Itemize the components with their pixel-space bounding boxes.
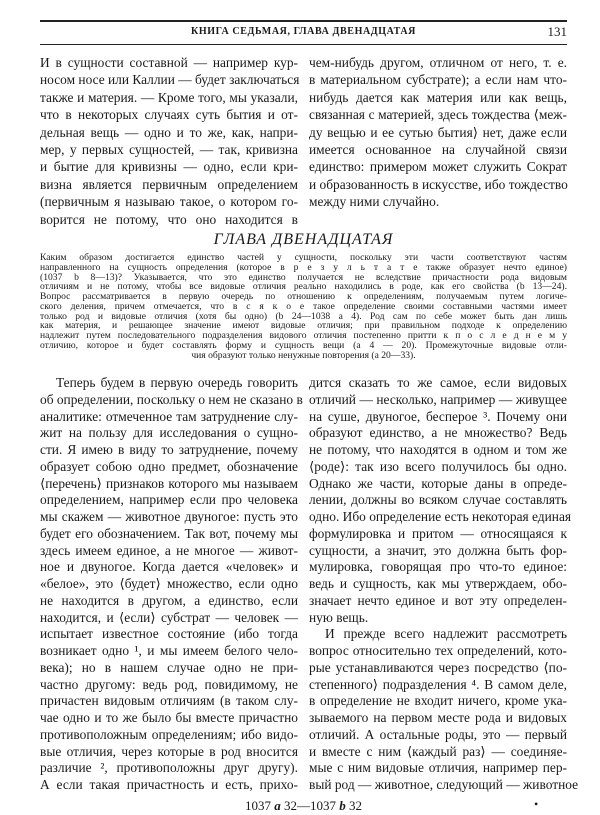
text-line: ворится не потому, что оно находится в	[40, 211, 298, 227]
text-line: и вместе с ним ⟨каждый раз⟩ — соединяе-	[309, 743, 567, 759]
text-line: Однако же части, которые даны в опреде-	[309, 475, 567, 491]
text-line: дельная вещь — одно и то же, как, напри-	[40, 124, 298, 140]
text-line: вопрос относительно тех определений, кото-	[309, 643, 567, 658]
text-line: находится, и ⟨если⟩ субстрат — человек —	[40, 609, 298, 625]
ref-end-letter: b	[339, 798, 346, 813]
text-line: ведь и сущность, как мы утверждаем, обо-	[309, 576, 567, 591]
text-line: только род и видовые отличия (хотя бы одно) (b 24—1038 a 4). Род сам по себе может быть дан лишь	[40, 310, 567, 322]
text-line: также и материя. — Кроме того, мы указали,	[40, 89, 298, 105]
text-line: И в сущности составной — например кур-	[40, 55, 298, 70]
text-line: отличию, которое и будет составлять форму и сущность вещи (a 4 — 20). Промежуточные видовые отли-	[40, 339, 567, 351]
text-line: образуют единство, а не множество? Ведь	[309, 425, 567, 441]
running-title: КНИГА СЕДЬМАЯ, ГЛАВА ДВЕНАДЦАТАЯ	[191, 26, 416, 37]
text-line: отличий — несколько, например — живущее	[309, 391, 567, 407]
ref-start-num: 1037	[245, 798, 271, 813]
text-line: Теперь будем в первую очередь говорить	[56, 375, 298, 390]
ref-end-num: 32	[349, 798, 362, 813]
chapter-title: ГЛАВА ДВЕНАДЦАТАЯ	[213, 231, 394, 248]
text-line: частно другому: ведь род, повидимому, не	[40, 676, 298, 692]
text-line: зываемого на первом месте рода и видовых	[309, 710, 567, 725]
text-line: чае одно и то же было бы вместе причастно	[40, 710, 298, 725]
text-line: и бытие для кривизны — одно, если кри-	[40, 159, 298, 175]
text-line: (1037 b 8—13)? Указывается, что это единство получается не вследствие причастности рода видовым	[40, 271, 567, 283]
page-number: 131	[547, 24, 567, 39]
text-line: испытает известное состояние (ибо тогда	[40, 626, 298, 642]
text-line: об определении, поскольку о нем не сказано в	[40, 391, 303, 407]
text-line: противоположным определениям; ибо видо-	[40, 726, 298, 742]
text-line: направленного на сущность определения (которое в р е з у л ь т а т е также образует нечто единое)	[40, 261, 567, 273]
text-line: будет его обозначением. Так вот, почему мы	[40, 525, 298, 541]
text-line: отличиям и не потому, чтобы все видовые отличия реально находились в роде, как его свойства (b 13—24).	[40, 281, 567, 293]
text-line: чем-нибудь другом, отличном от него, т. е.	[309, 55, 567, 70]
text-line: чия образуют только ненужные повторения (a 20—33).	[191, 349, 416, 361]
text-line: возникает одно ¹, и мы имеем белого чело-	[40, 643, 298, 658]
top-right-column	[309, 54, 567, 211]
text-line: визна является первичным определением	[40, 176, 298, 192]
top-left-column	[40, 54, 298, 228]
text-line: Каким образом достигается единство частей у сущности, поскольку эти части соответствуют частям	[40, 252, 567, 263]
text-line: причастен видовым отличиям (в таком слу-	[40, 693, 298, 709]
text-line: мер, у первых сущностей, — так, кривизна	[40, 141, 298, 157]
text-line: ⟨перечень⟩ признаков которого мы называем	[40, 475, 298, 491]
text-line: образует собою одно предмет, обозначение	[40, 458, 298, 474]
text-line: на суше, двуногое, бесперое ³. Почему они	[309, 408, 567, 424]
text-line: ду вещью и ее сутью бытия⟩ нет, даже если	[309, 124, 567, 140]
text-line: между ними случайно.	[309, 194, 440, 210]
text-line: и образованность в искусстве, ибо тождество	[309, 176, 568, 192]
text-line: мые с ним видовые отличия, например пер-	[309, 760, 567, 776]
text-line: лении, должны во всяком случае составлять	[309, 492, 567, 508]
text-line: носом носе или Каллии — будет заключаться	[40, 72, 300, 88]
text-line: отличий. А остальные роды, это — первый	[309, 726, 567, 742]
text-line: не находится в другом, а единство, если	[40, 592, 298, 608]
text-line: степенного⟩ подразделения ⁴. В самом деле,	[309, 676, 567, 692]
main-right-column	[309, 375, 579, 794]
text-line: аналитике: отмеченное там затруднение слу-	[40, 408, 298, 424]
text-line: А если такая причастность и есть, прихо-	[40, 777, 298, 792]
header-rule-bottom	[40, 44, 567, 45]
text-line: что в некоторых случаях суть бытия и от-	[40, 107, 298, 123]
text-line: «белое», это ⟨будет⟩ множество, если одно	[40, 576, 298, 591]
text-line: Вопрос рассматривается в первую очередь по отношению к определениям, получаемым путем логиче-	[40, 291, 567, 302]
text-line: мулировка, говорящая про что-то единое:	[309, 559, 567, 575]
text-line: различие ², противоположны друг другу).	[40, 760, 298, 776]
text-line: дится сказать то же самое, если видовых	[309, 375, 567, 390]
text-line: сущности, а значит, это должна быть фор-	[309, 542, 567, 558]
text-line: в определение не входит ничего, кроме ука-	[309, 693, 567, 709]
text-line: века); но в нашем случае одно не при-	[40, 659, 298, 675]
text-line: вые отличия, через которые в род вносится	[40, 743, 298, 759]
text-line: вый род — животное, следующий — животное	[309, 777, 579, 792]
text-line: жит на пользу для исследования о сущно-	[40, 425, 298, 441]
text-line: ное и двуногое. Когда дается «человек» и	[40, 559, 298, 575]
text-line: мы скажем — животное двуногое: пусть это	[40, 509, 298, 524]
ref-middle: 32—1037	[284, 798, 336, 813]
text-line: ⟨роде⟩: так изо всего получилось бы одно.	[309, 458, 567, 474]
text-line: рые устанавливаются через посредство ⟨по-	[309, 659, 567, 675]
text-line: нибудь дается как материя или как вещь,	[309, 89, 567, 105]
chapter-summary	[40, 253, 567, 360]
main-left-column	[40, 375, 303, 794]
text-line: определением, например если про человека	[40, 492, 298, 508]
text-line: значает нечто единое и вот эту определен-	[309, 592, 567, 608]
text-line: как материя, и решающее значение имеют видовые отличия; при правильном подходе к определению	[40, 320, 567, 332]
text-line: связанная с материей, здесь тождества ⟨меж-	[309, 107, 567, 123]
text-line: ского деления, причем отмечается, что в с я к о е такое определение своими составными частями имеет	[40, 300, 567, 312]
text-line: сти. Я имею в виду то затруднение, почему	[40, 442, 298, 457]
signature-mark: •	[534, 797, 539, 811]
header-rule-top	[40, 20, 567, 22]
text-line: в материальном субстрате); а если нам что-	[309, 72, 567, 88]
text-line: И прежде всего надлежит рассмотреть	[325, 626, 567, 642]
text-line: имеется основанное на случайной связи	[309, 141, 567, 157]
text-line: надлежит путем последовательного подразделения видового отличия постепенно притти к п о с л е д н е м у	[40, 330, 567, 341]
text-line: (первичным я называю такое, о котором го-	[40, 194, 298, 210]
text-line: одно. Ибо определение есть некоторая единая	[309, 509, 572, 524]
text-line: не потому, что находятся в одном и том же	[309, 442, 567, 457]
bekker-reference	[40, 798, 567, 814]
ref-start-letter: a	[274, 798, 281, 813]
text-line: формулировка и притом — относящаяся к	[309, 525, 567, 541]
text-line: здесь имеем единое, а не многое — живот-	[40, 542, 298, 558]
text-line: ную вещь.	[309, 609, 369, 625]
text-line: единство: примером может служить Сократ	[309, 159, 567, 175]
